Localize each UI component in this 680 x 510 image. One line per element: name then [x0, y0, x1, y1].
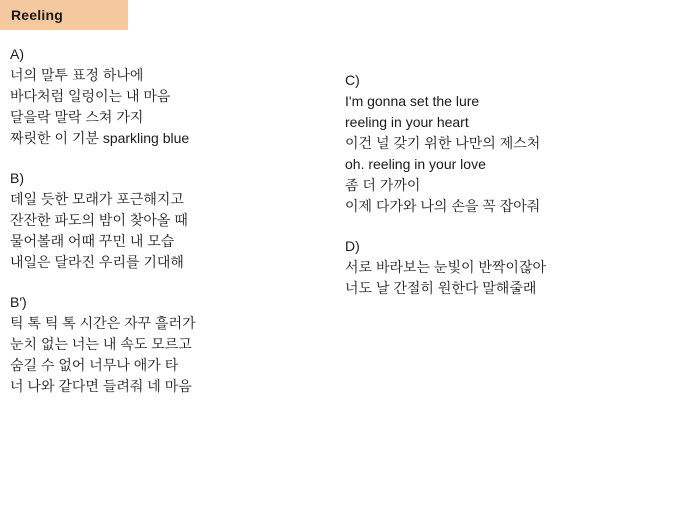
lyric-line: 눈치 없는 너는 내 속도 모르고 — [10, 336, 192, 352]
lyric-line: reeling in your heart — [345, 114, 469, 130]
lyric-line: 내일은 달라진 우리를 기대해 — [10, 254, 184, 270]
lyric-section-c — [345, 70, 665, 217]
lyrics-columns — [0, 30, 680, 510]
lyric-line: 너의 말투 표정 하나에 — [10, 67, 144, 83]
lyric-section-b — [10, 168, 330, 273]
page-title: Reeling — [11, 7, 63, 23]
lyric-line: 좀 더 가까이 — [345, 177, 421, 193]
lyric-section-d — [345, 236, 665, 299]
lyric-line: 이제 다가와 나의 손을 꼭 잡아줘 — [345, 198, 541, 214]
section-label: B) — [10, 170, 24, 186]
lyric-line: 데일 듯한 모래가 포근해지고 — [10, 191, 184, 207]
lyric-line: 달을락 말락 스쳐 가지 — [10, 109, 144, 125]
section-label: C) — [345, 72, 360, 88]
lyric-line: 너도 날 간절히 원한다 말해줄래 — [345, 280, 537, 296]
lyric-section-b-prime — [10, 292, 330, 397]
lyric-line: 너 나와 같다면 들려줘 네 마음 — [10, 378, 192, 394]
left-column — [10, 30, 330, 413]
right-column — [345, 30, 665, 315]
lyric-line: 서로 바라보는 눈빛이 반짝이잖아 — [345, 259, 547, 275]
lyric-line: 짜릿한 이 기분 sparkling blue — [10, 130, 190, 146]
document-title-tab — [0, 0, 128, 30]
lyric-line: 바다처럼 일렁이는 내 마음 — [10, 88, 171, 104]
lyric-line: oh. reeling in your love — [345, 156, 486, 172]
section-label: B′) — [10, 294, 27, 310]
lyric-line: 물어볼래 어때 꾸민 내 모습 — [10, 233, 175, 249]
section-label: A) — [10, 46, 24, 62]
lyric-line: 잔잔한 파도의 밤이 찾아올 때 — [10, 212, 188, 228]
lyric-line: I'm gonna set the lure — [345, 93, 480, 109]
lyric-section-a — [10, 44, 330, 149]
lyric-line: 숨길 수 없어 너무나 애가 타 — [10, 357, 179, 373]
lyric-line: 틱 톡 틱 톡 시간은 자꾸 흘러가 — [10, 315, 196, 331]
lyric-line: 이건 널 갖기 위한 나만의 제스처 — [345, 135, 541, 151]
section-label: D) — [345, 238, 360, 254]
